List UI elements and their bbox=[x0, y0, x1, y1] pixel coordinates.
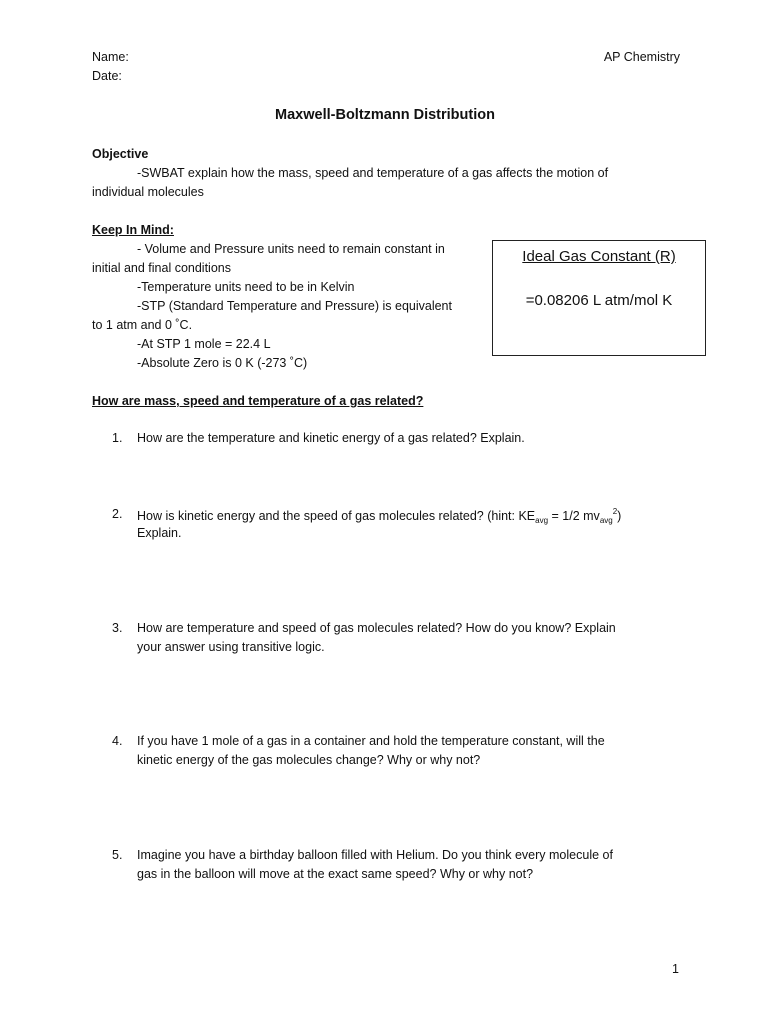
question-text: your answer using transitive logic. bbox=[137, 640, 325, 654]
subscript: avg bbox=[535, 516, 549, 525]
keep-in-mind-line: -STP (Standard Temperature and Pressure) is equivalent bbox=[137, 299, 452, 313]
gas-constant-value: =0.08206 L atm/mol K bbox=[525, 292, 673, 309]
question-text: gas in the balloon will move at the exact same speed? Why or why not? bbox=[137, 867, 534, 881]
superscript: 2 bbox=[612, 507, 618, 516]
question-number: 2. bbox=[112, 507, 123, 521]
question-number: 3. bbox=[112, 621, 123, 635]
question-text bbox=[137, 507, 621, 525]
question-text: How are the temperature and kinetic energy of a gas related? Explain. bbox=[137, 431, 525, 445]
question-text: Imagine you have a birthday balloon filled with Helium. Do you think every molecule of bbox=[137, 848, 613, 862]
question-text: If you have 1 mole of a gas in a container and hold the temperature constant, will the bbox=[137, 734, 605, 748]
gas-constant-title: Ideal Gas Constant (R) bbox=[522, 248, 676, 265]
gas-constant-box bbox=[492, 240, 706, 356]
keep-in-mind-line: to 1 atm and 0 ˚C. bbox=[92, 318, 193, 332]
question-text: How are temperature and speed of gas molecules related? How do you know? Explain bbox=[137, 621, 616, 635]
section-heading: How are mass, speed and temperature of a gas related? bbox=[92, 394, 424, 408]
course-label: AP Chemistry bbox=[603, 50, 680, 64]
question-number: 5. bbox=[112, 848, 123, 862]
question-text: Explain. bbox=[137, 526, 182, 540]
keep-in-mind-line: initial and final conditions bbox=[92, 261, 231, 275]
keep-in-mind-line: -Temperature units need to be in Kelvin bbox=[137, 280, 355, 294]
keep-in-mind-line: -At STP 1 mole = 22.4 L bbox=[137, 337, 271, 351]
keep-in-mind-heading: Keep In Mind: bbox=[92, 223, 174, 237]
date-label: Date: bbox=[92, 69, 122, 83]
question-text: kinetic energy of the gas molecules change? Why or why not? bbox=[137, 753, 481, 767]
question-text-part: ) bbox=[617, 509, 622, 523]
question-number: 4. bbox=[112, 734, 123, 748]
question-text-part: = 1/2 mv bbox=[548, 509, 600, 523]
objective-text-line: individual molecules bbox=[92, 185, 204, 199]
question-text-part: How is kinetic energy and the speed of gas molecules related? (hint: KE bbox=[137, 509, 536, 523]
name-label: Name: bbox=[92, 50, 129, 64]
keep-in-mind-line: -Absolute Zero is 0 K (-273 ˚C) bbox=[137, 356, 308, 370]
question-number: 1. bbox=[112, 431, 123, 445]
objective-text-line: -SWBAT explain how the mass, speed and temperature of a gas affects the motion of bbox=[137, 166, 609, 180]
objective-heading: Objective bbox=[92, 147, 149, 161]
keep-in-mind-line: - Volume and Pressure units need to remain constant in bbox=[137, 242, 445, 256]
subscript: avg bbox=[599, 516, 613, 525]
page-title: Maxwell-Boltzmann Distribution bbox=[275, 107, 495, 123]
page-number: 1 bbox=[672, 962, 679, 976]
